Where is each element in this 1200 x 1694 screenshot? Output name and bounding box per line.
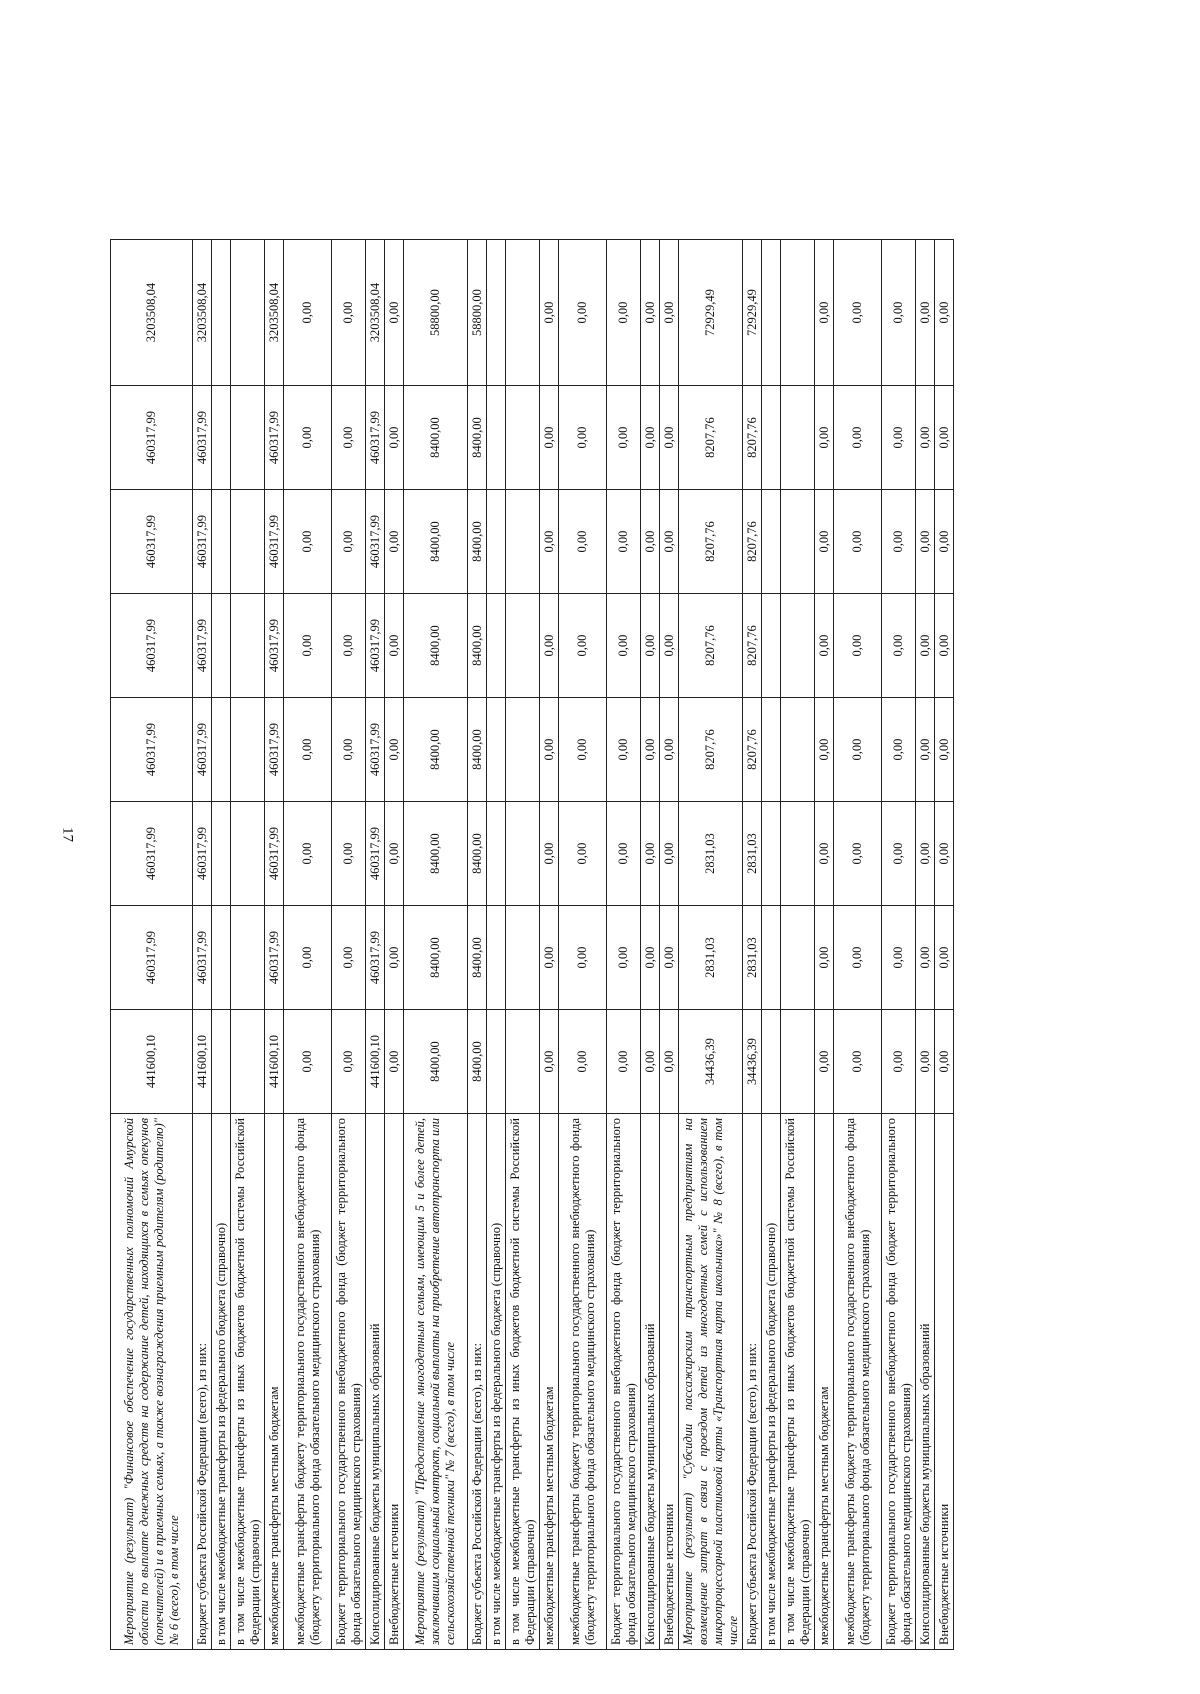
value-cell: 34436,39 xyxy=(679,1010,743,1114)
table-row xyxy=(935,240,954,1650)
value-cell: 460317,99 xyxy=(111,490,193,594)
value-cell xyxy=(487,802,506,906)
value-cell: 0,00 xyxy=(385,906,404,1010)
value-cell: 8400,00 xyxy=(404,1010,468,1114)
value-cell: 0,00 xyxy=(641,802,660,906)
row-label: в том числе межбюджетные трансферты из иных бюджетов бюджетной системы Российской Федерации (справочно) xyxy=(781,1114,815,1650)
value-cell: 0,00 xyxy=(815,594,834,698)
value-cell: 0,00 xyxy=(916,490,935,594)
value-cell: 460317,99 xyxy=(193,594,212,698)
value-cell: 460317,99 xyxy=(111,386,193,490)
value-cell: 34436,39 xyxy=(743,1010,762,1114)
value-cell: 0,00 xyxy=(882,386,916,490)
value-cell: 8400,00 xyxy=(404,802,468,906)
value-cell: 460317,99 xyxy=(366,594,385,698)
table-row xyxy=(882,240,916,1650)
value-cell: 0,00 xyxy=(916,698,935,802)
table-row xyxy=(762,240,781,1650)
value-cell: 0,00 xyxy=(882,240,916,386)
value-cell: 460317,99 xyxy=(366,386,385,490)
value-cell: 0,00 xyxy=(815,240,834,386)
value-cell: 0,00 xyxy=(935,698,954,802)
value-cell xyxy=(762,1010,781,1114)
value-cell: 72929,49 xyxy=(743,240,762,386)
value-cell: 0,00 xyxy=(559,240,607,386)
row-label: Внебюджетные источники xyxy=(935,1114,954,1650)
value-cell: 0,00 xyxy=(834,490,882,594)
value-cell: 8207,76 xyxy=(679,698,743,802)
value-cell: 0,00 xyxy=(916,906,935,1010)
value-cell: 460317,99 xyxy=(265,386,284,490)
value-cell: 0,00 xyxy=(607,698,641,802)
value-cell xyxy=(762,698,781,802)
value-cell: 0,00 xyxy=(559,490,607,594)
value-cell xyxy=(487,240,506,386)
value-cell: 0,00 xyxy=(935,490,954,594)
value-cell: 0,00 xyxy=(607,490,641,594)
table-row xyxy=(506,240,540,1650)
value-cell xyxy=(212,490,231,594)
value-cell: 460317,99 xyxy=(265,906,284,1010)
value-cell: 460317,99 xyxy=(265,594,284,698)
value-cell: 0,00 xyxy=(284,1010,332,1114)
value-cell: 8400,00 xyxy=(468,1010,487,1114)
value-cell xyxy=(487,594,506,698)
table-row xyxy=(916,240,935,1650)
value-cell: 0,00 xyxy=(332,490,366,594)
value-cell xyxy=(781,698,815,802)
value-cell: 0,00 xyxy=(284,594,332,698)
value-cell: 460317,99 xyxy=(193,906,212,1010)
value-cell: 0,00 xyxy=(385,490,404,594)
value-cell xyxy=(506,698,540,802)
table-row xyxy=(404,240,468,1650)
value-cell: 8400,00 xyxy=(404,490,468,594)
value-cell: 8207,76 xyxy=(743,594,762,698)
value-cell xyxy=(762,906,781,1010)
value-cell: 0,00 xyxy=(284,490,332,594)
value-cell: 0,00 xyxy=(641,1010,660,1114)
value-cell: 2831,03 xyxy=(743,802,762,906)
table-row xyxy=(487,240,506,1650)
row-label: в том числе межбюджетные трансферты из федерального бюджета (справочно) xyxy=(762,1114,781,1650)
value-cell: 0,00 xyxy=(882,594,916,698)
value-cell: 441600,10 xyxy=(193,1010,212,1114)
value-cell xyxy=(212,698,231,802)
value-cell: 0,00 xyxy=(882,906,916,1010)
value-cell xyxy=(762,594,781,698)
value-cell: 0,00 xyxy=(284,240,332,386)
value-cell: 0,00 xyxy=(834,386,882,490)
table-row xyxy=(468,240,487,1650)
value-cell: 0,00 xyxy=(540,386,559,490)
value-cell: 0,00 xyxy=(641,594,660,698)
value-cell xyxy=(781,594,815,698)
value-cell: 460317,99 xyxy=(265,698,284,802)
value-cell: 460317,99 xyxy=(265,490,284,594)
value-cell: 8400,00 xyxy=(468,386,487,490)
row-label: в том числе межбюджетные трансферты из федерального бюджета (справочно) xyxy=(487,1114,506,1650)
value-cell: 0,00 xyxy=(641,906,660,1010)
budget-table xyxy=(110,239,954,1650)
table-row xyxy=(559,240,607,1650)
value-cell: 0,00 xyxy=(284,386,332,490)
value-cell xyxy=(231,1010,265,1114)
value-cell: 0,00 xyxy=(882,698,916,802)
value-cell xyxy=(487,906,506,1010)
value-cell xyxy=(487,386,506,490)
value-cell: 0,00 xyxy=(607,802,641,906)
table-row xyxy=(284,240,332,1650)
value-cell xyxy=(231,240,265,386)
table-row xyxy=(265,240,284,1650)
value-cell xyxy=(506,906,540,1010)
value-cell: 460317,99 xyxy=(111,802,193,906)
row-label: Внебюджетные источники xyxy=(660,1114,679,1650)
value-cell: 0,00 xyxy=(559,802,607,906)
value-cell: 0,00 xyxy=(385,240,404,386)
value-cell: 460317,99 xyxy=(193,386,212,490)
value-cell xyxy=(212,1010,231,1114)
value-cell xyxy=(487,698,506,802)
value-cell: 0,00 xyxy=(815,802,834,906)
rotated-table-wrapper xyxy=(110,240,1110,1650)
table-body xyxy=(111,240,954,1650)
value-cell xyxy=(781,490,815,594)
value-cell xyxy=(781,1010,815,1114)
table-row xyxy=(212,240,231,1650)
row-label: Мероприятие (результат) "Предоставление многодетным семьям, имеющим 5 и более детей, заключившим социальный контракт, социальной выплаты на приобретение автотранспорта или сельскохозяйственной техники" № 7 (всего), в том числе xyxy=(404,1114,468,1650)
value-cell xyxy=(506,802,540,906)
table-row xyxy=(815,240,834,1650)
value-cell: 0,00 xyxy=(641,386,660,490)
value-cell: 460317,99 xyxy=(111,906,193,1010)
value-cell xyxy=(231,490,265,594)
value-cell xyxy=(231,594,265,698)
value-cell: 460317,99 xyxy=(111,698,193,802)
value-cell: 0,00 xyxy=(607,386,641,490)
value-cell: 441600,10 xyxy=(265,1010,284,1114)
row-label: Бюджет территориального государственного внебюджетного фонда (бюджет территориального фонда обязательного медицинского страхования) xyxy=(332,1114,366,1650)
value-cell xyxy=(231,698,265,802)
value-cell: 460317,99 xyxy=(193,802,212,906)
value-cell: 460317,99 xyxy=(366,490,385,594)
row-label: в том числе межбюджетные трансферты из иных бюджетов бюджетной системы Российской Федерации (справочно) xyxy=(231,1114,265,1650)
row-label: межбюджетные трансферты бюджету территориального государственного внебюджетного фонда (бюджету территориального фонда обязательного медицинского страхования) xyxy=(559,1114,607,1650)
value-cell: 460317,99 xyxy=(193,490,212,594)
value-cell: 0,00 xyxy=(332,802,366,906)
value-cell xyxy=(781,906,815,1010)
value-cell: 8400,00 xyxy=(404,906,468,1010)
value-cell: 0,00 xyxy=(540,802,559,906)
value-cell: 8207,76 xyxy=(743,386,762,490)
value-cell: 3203508,04 xyxy=(193,240,212,386)
value-cell: 0,00 xyxy=(559,698,607,802)
row-label: Бюджет субъекта Российской Федерации (всего), из них: xyxy=(193,1114,212,1650)
value-cell: 3203508,04 xyxy=(111,240,193,386)
row-label: Мероприятие (результат) "Финансовое обеспечение государственных полномочий Амурской области по выплате денежных средств на содержание детей, находящихся в семьях опекунов (попечителей) и в приемных семьях, а также вознаграждения приемным родителям (родителю)" № 6 (всего), в том числе xyxy=(111,1114,193,1650)
value-cell: 0,00 xyxy=(660,594,679,698)
row-label: межбюджетные трансферты местным бюджетам xyxy=(540,1114,559,1650)
value-cell: 3203508,04 xyxy=(265,240,284,386)
value-cell: 0,00 xyxy=(641,240,660,386)
value-cell: 8400,00 xyxy=(404,386,468,490)
value-cell: 2831,03 xyxy=(743,906,762,1010)
value-cell: 0,00 xyxy=(834,802,882,906)
row-label: Консолидированные бюджеты муниципальных образований xyxy=(641,1114,660,1650)
value-cell: 0,00 xyxy=(660,240,679,386)
value-cell xyxy=(762,490,781,594)
value-cell: 0,00 xyxy=(559,386,607,490)
table-row xyxy=(385,240,404,1650)
value-cell: 0,00 xyxy=(916,386,935,490)
value-cell: 0,00 xyxy=(641,698,660,802)
value-cell: 8207,76 xyxy=(679,490,743,594)
value-cell xyxy=(212,240,231,386)
value-cell: 0,00 xyxy=(815,386,834,490)
value-cell: 460317,99 xyxy=(366,698,385,802)
value-cell: 460317,99 xyxy=(366,802,385,906)
value-cell: 0,00 xyxy=(607,1010,641,1114)
value-cell: 0,00 xyxy=(385,386,404,490)
value-cell: 441600,10 xyxy=(366,1010,385,1114)
value-cell: 0,00 xyxy=(916,1010,935,1114)
value-cell: 0,00 xyxy=(332,594,366,698)
value-cell xyxy=(487,1010,506,1114)
value-cell: 441600,10 xyxy=(111,1010,193,1114)
value-cell: 0,00 xyxy=(559,906,607,1010)
value-cell: 0,00 xyxy=(834,594,882,698)
value-cell xyxy=(212,802,231,906)
row-label: межбюджетные трансферты бюджету территориального государственного внебюджетного фонда (бюджету территориального фонда обязательного медицинского страхования) xyxy=(834,1114,882,1650)
value-cell: 0,00 xyxy=(607,906,641,1010)
value-cell xyxy=(487,490,506,594)
table-row xyxy=(660,240,679,1650)
value-cell xyxy=(212,906,231,1010)
value-cell: 72929,49 xyxy=(679,240,743,386)
row-label: Мероприятие (результат) "Субсидии пассажирским транспортным предприятиям на возмещение затрат в связи с проездом детей из многодетных семей с использованием микропроцессорной пластиковой карты «Транспортная карта школьника»" № 8 (всего), в том числе xyxy=(679,1114,743,1650)
value-cell xyxy=(506,240,540,386)
row-label: межбюджетные трансферты местным бюджетам xyxy=(815,1114,834,1650)
table-row xyxy=(366,240,385,1650)
value-cell: 0,00 xyxy=(385,1010,404,1114)
value-cell: 0,00 xyxy=(284,698,332,802)
value-cell: 0,00 xyxy=(559,594,607,698)
value-cell xyxy=(762,386,781,490)
value-cell: 0,00 xyxy=(815,1010,834,1114)
value-cell: 0,00 xyxy=(815,490,834,594)
value-cell: 0,00 xyxy=(815,698,834,802)
value-cell xyxy=(212,386,231,490)
value-cell: 0,00 xyxy=(332,698,366,802)
value-cell: 0,00 xyxy=(284,802,332,906)
value-cell: 0,00 xyxy=(660,698,679,802)
value-cell: 2831,03 xyxy=(679,906,743,1010)
table-row xyxy=(641,240,660,1650)
value-cell: 8207,76 xyxy=(679,594,743,698)
value-cell xyxy=(506,594,540,698)
value-cell: 0,00 xyxy=(660,490,679,594)
value-cell: 0,00 xyxy=(834,906,882,1010)
value-cell: 8400,00 xyxy=(468,802,487,906)
value-cell xyxy=(231,386,265,490)
value-cell: 8400,00 xyxy=(404,698,468,802)
value-cell: 460317,99 xyxy=(265,802,284,906)
value-cell: 8400,00 xyxy=(404,594,468,698)
value-cell: 0,00 xyxy=(935,802,954,906)
value-cell: 8400,00 xyxy=(468,490,487,594)
value-cell: 0,00 xyxy=(815,906,834,1010)
value-cell: 0,00 xyxy=(540,490,559,594)
value-cell: 0,00 xyxy=(660,386,679,490)
row-label: в том числе межбюджетные трансферты из федерального бюджета (справочно) xyxy=(212,1114,231,1650)
page-number: 17 xyxy=(59,827,76,842)
value-cell: 0,00 xyxy=(641,490,660,594)
value-cell: 0,00 xyxy=(607,594,641,698)
value-cell xyxy=(506,1010,540,1114)
value-cell: 8400,00 xyxy=(468,698,487,802)
value-cell xyxy=(231,802,265,906)
value-cell xyxy=(781,386,815,490)
value-cell xyxy=(212,594,231,698)
value-cell: 0,00 xyxy=(935,906,954,1010)
value-cell: 0,00 xyxy=(385,594,404,698)
value-cell: 0,00 xyxy=(540,240,559,386)
value-cell: 0,00 xyxy=(660,802,679,906)
table-row xyxy=(231,240,265,1650)
row-label: Бюджет субъекта Российской Федерации (всего), из них: xyxy=(743,1114,762,1650)
table-row xyxy=(193,240,212,1650)
value-cell: 0,00 xyxy=(540,698,559,802)
value-cell: 58800,00 xyxy=(404,240,468,386)
value-cell: 8400,00 xyxy=(468,906,487,1010)
value-cell: 0,00 xyxy=(332,1010,366,1114)
value-cell: 0,00 xyxy=(540,594,559,698)
row-label: межбюджетные трансферты местным бюджетам xyxy=(265,1114,284,1650)
value-cell: 0,00 xyxy=(332,240,366,386)
value-cell: 0,00 xyxy=(607,240,641,386)
value-cell: 8207,76 xyxy=(743,490,762,594)
value-cell xyxy=(506,386,540,490)
value-cell: 0,00 xyxy=(935,240,954,386)
row-label: Внебюджетные источники xyxy=(385,1114,404,1650)
value-cell: 460317,99 xyxy=(366,906,385,1010)
row-label: Бюджет территориального государственного внебюджетного фонда (бюджет территориального фонда обязательного медицинского страхования) xyxy=(607,1114,641,1650)
value-cell xyxy=(781,802,815,906)
value-cell: 0,00 xyxy=(916,594,935,698)
table-row xyxy=(111,240,193,1650)
row-label: Консолидированные бюджеты муниципальных образований xyxy=(916,1114,935,1650)
value-cell: 460317,99 xyxy=(111,594,193,698)
table-row xyxy=(607,240,641,1650)
value-cell: 58800,00 xyxy=(468,240,487,386)
table-row xyxy=(834,240,882,1650)
value-cell: 0,00 xyxy=(882,802,916,906)
value-cell: 0,00 xyxy=(882,1010,916,1114)
value-cell: 8400,00 xyxy=(468,594,487,698)
value-cell: 0,00 xyxy=(660,906,679,1010)
value-cell: 0,00 xyxy=(540,906,559,1010)
table-row xyxy=(679,240,743,1650)
value-cell: 0,00 xyxy=(332,906,366,1010)
value-cell: 0,00 xyxy=(660,1010,679,1114)
row-label: в том числе межбюджетные трансферты из иных бюджетов бюджетной системы Российской Федерации (справочно) xyxy=(506,1114,540,1650)
value-cell: 0,00 xyxy=(284,906,332,1010)
value-cell xyxy=(231,906,265,1010)
value-cell: 0,00 xyxy=(882,490,916,594)
value-cell xyxy=(506,490,540,594)
table-row xyxy=(540,240,559,1650)
value-cell: 0,00 xyxy=(385,802,404,906)
value-cell: 0,00 xyxy=(834,698,882,802)
value-cell: 460317,99 xyxy=(193,698,212,802)
value-cell xyxy=(781,240,815,386)
value-cell xyxy=(762,802,781,906)
value-cell: 0,00 xyxy=(559,1010,607,1114)
table-row xyxy=(781,240,815,1650)
value-cell: 8207,76 xyxy=(743,698,762,802)
value-cell: 0,00 xyxy=(385,698,404,802)
value-cell: 8207,76 xyxy=(679,386,743,490)
value-cell: 0,00 xyxy=(935,594,954,698)
value-cell: 0,00 xyxy=(332,386,366,490)
value-cell: 0,00 xyxy=(916,802,935,906)
value-cell: 0,00 xyxy=(540,1010,559,1114)
value-cell: 2831,03 xyxy=(679,802,743,906)
table-row xyxy=(332,240,366,1650)
row-label: Бюджет территориального государственного внебюджетного фонда (бюджет территориального фонда обязательного медицинского страхования) xyxy=(882,1114,916,1650)
row-label: Консолидированные бюджеты муниципальных образований xyxy=(366,1114,385,1650)
value-cell: 3203508,04 xyxy=(366,240,385,386)
row-label: Бюджет субъекта Российской Федерации (всего), из них: xyxy=(468,1114,487,1650)
row-label: межбюджетные трансферты бюджету территориального государственного внебюджетного фонда (бюджету территориального фонда обязательного медицинского страхования) xyxy=(284,1114,332,1650)
value-cell xyxy=(762,240,781,386)
value-cell: 0,00 xyxy=(935,386,954,490)
value-cell: 0,00 xyxy=(834,240,882,386)
table-row xyxy=(743,240,762,1650)
value-cell: 0,00 xyxy=(916,240,935,386)
value-cell: 0,00 xyxy=(935,1010,954,1114)
value-cell: 0,00 xyxy=(834,1010,882,1114)
